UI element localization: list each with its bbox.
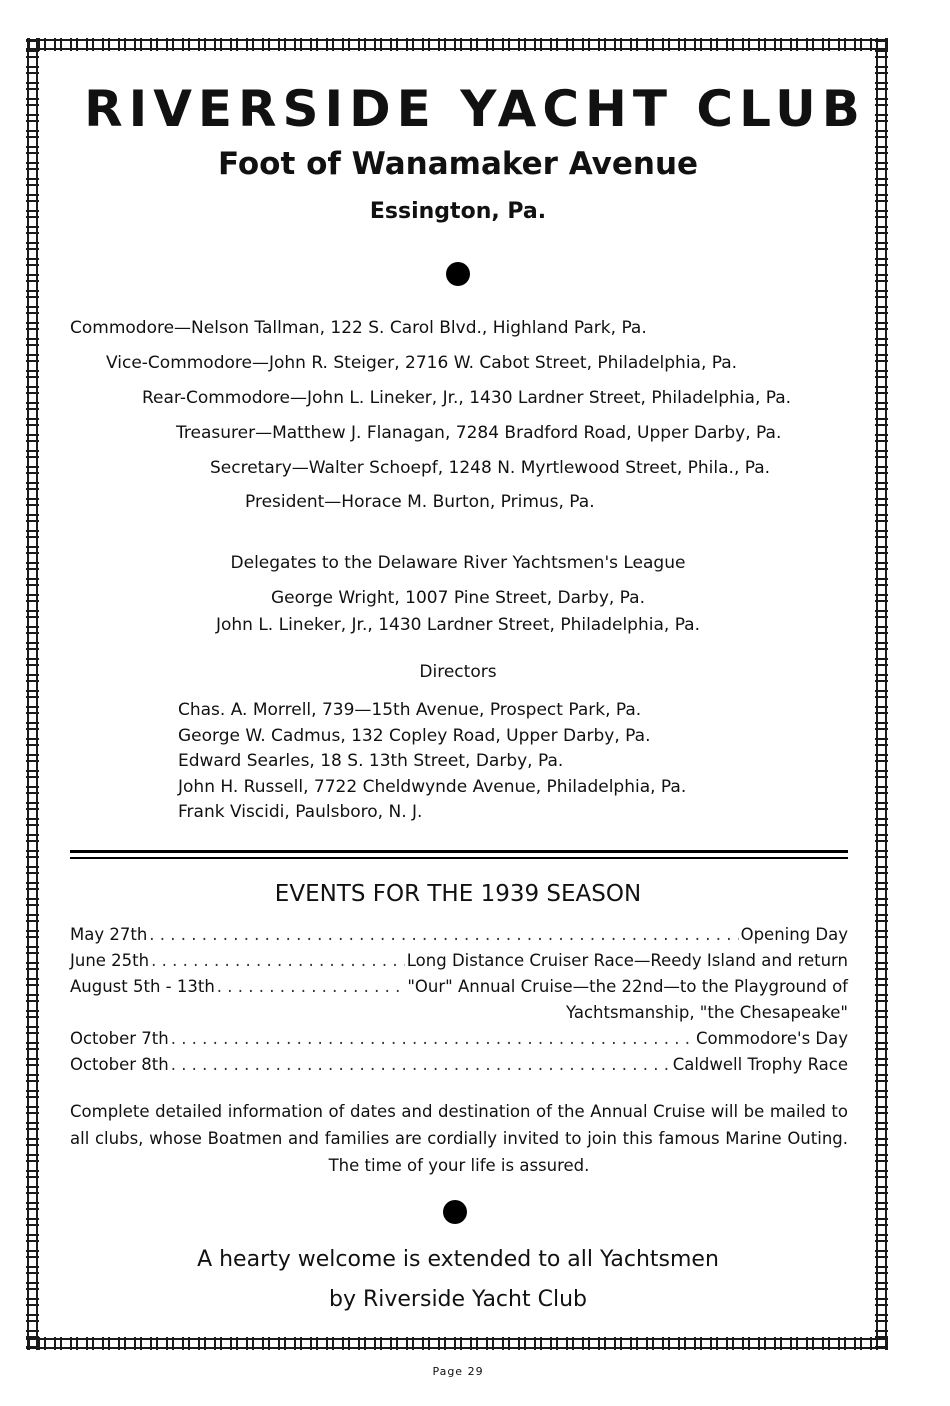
director-item: Edward Searles, 18 S. 13th Street, Darby, Pa. <box>178 751 564 771</box>
director-item: Chas. A. Morrell, 739—15th Avenue, Prospect Park, Pa. <box>178 700 642 720</box>
cruise-notice: Complete detailed information of dates and destination of the Annual Cruise will be mailed to all clubs, whose Boatmen and families are cordially invited to join this famous Marine Outing. The time of your life is assured. <box>70 1102 848 1175</box>
dot-leader <box>151 948 405 974</box>
delegate-item: George Wright, 1007 Pine Street, Darby, Pa. <box>270 588 645 608</box>
chain-border-left <box>26 38 39 1350</box>
officer-secretary: Secretary—Walter Schoepf, 1248 N. Myrtlewood Street, Phila., Pa. <box>210 458 771 478</box>
chain-border-bottom <box>26 1337 888 1350</box>
dot-leader <box>171 1052 671 1078</box>
dot-leader <box>171 1026 694 1052</box>
event-date: August 5th - 13th <box>70 977 215 996</box>
welcome-line: by Riverside Yacht Club <box>329 1287 587 1312</box>
director-item: John H. Russell, 7722 Cheldwynde Avenue, Philadelphia, Pa. <box>178 776 687 797</box>
event-name: "Our" Annual Cruise—the 22nd—to the Playground of <box>407 977 848 996</box>
officer-vice-commodore: Vice-Commodore—John R. Steiger, 2716 W. Cabot Street, Philadelphia, Pa. <box>106 353 738 373</box>
events-list <box>70 922 848 1078</box>
officer-commodore: Commodore—Nelson Tallman, 122 S. Carol Blvd., Highland Park, Pa. <box>70 318 647 338</box>
officer-rear-commodore: Rear-Commodore—John L. Lineker, Jr., 1430 Lardner Street, Philadelphia, Pa. <box>142 388 792 408</box>
bullet-dot <box>446 262 470 286</box>
event-name-continuation: Yachtsmanship, "the Chesapeake" <box>566 1003 848 1022</box>
officer-president: President—Horace M. Burton, Primus, Pa. <box>245 492 595 512</box>
event-name: Opening Day <box>740 925 848 944</box>
director-item: George W. Cadmus, 132 Copley Road, Upper Darby, Pa. <box>178 725 651 746</box>
event-date: June 25th <box>70 951 150 970</box>
officer-treasurer: Treasurer—Matthew J. Flanagan, 7284 Bradford Road, Upper Darby, Pa. <box>176 423 782 443</box>
divider-rule <box>70 850 848 853</box>
event-name: Long Distance Cruiser Race—Reedy Island and return <box>406 951 848 970</box>
event-name: Caldwell Trophy Race <box>672 1055 848 1074</box>
welcome-line: A hearty welcome is extended to all Yachtsmen <box>197 1247 719 1272</box>
dot-leader <box>149 922 738 948</box>
event-date: October 8th <box>70 1055 169 1074</box>
club-address: Foot of Wanamaker Avenue <box>217 146 699 182</box>
event-row <box>70 948 848 974</box>
directors-heading: Directors <box>419 662 497 682</box>
directors-list <box>178 698 686 826</box>
event-row <box>70 922 848 948</box>
delegates-heading: Delegates to the Delaware River Yachtsmen's League <box>230 553 686 573</box>
dot-leader <box>217 974 406 1000</box>
event-row <box>70 1052 848 1078</box>
event-date: October 7th <box>70 1029 169 1048</box>
event-row <box>70 1026 848 1052</box>
event-date: May 27th <box>70 925 148 944</box>
chain-border-top <box>26 38 888 51</box>
event-row <box>70 974 848 1000</box>
page-number: Page 29 <box>432 1365 484 1378</box>
club-location: Essington, Pa. <box>369 199 547 224</box>
chain-border-right <box>875 38 888 1350</box>
event-row-continuation <box>70 1000 848 1026</box>
divider-rule <box>70 857 848 859</box>
bullet-dot <box>443 1200 467 1224</box>
delegate-item: John L. Lineker, Jr., 1430 Lardner Street, Philadelphia, Pa. <box>215 615 701 635</box>
event-name: Commodore's Day <box>696 1029 848 1048</box>
director-item: Frank Viscidi, Paulsboro, N. J. <box>178 802 423 822</box>
events-heading: EVENTS FOR THE 1939 SEASON <box>274 881 642 907</box>
page-title: RIVERSIDE YACHT CLUB <box>84 80 866 138</box>
